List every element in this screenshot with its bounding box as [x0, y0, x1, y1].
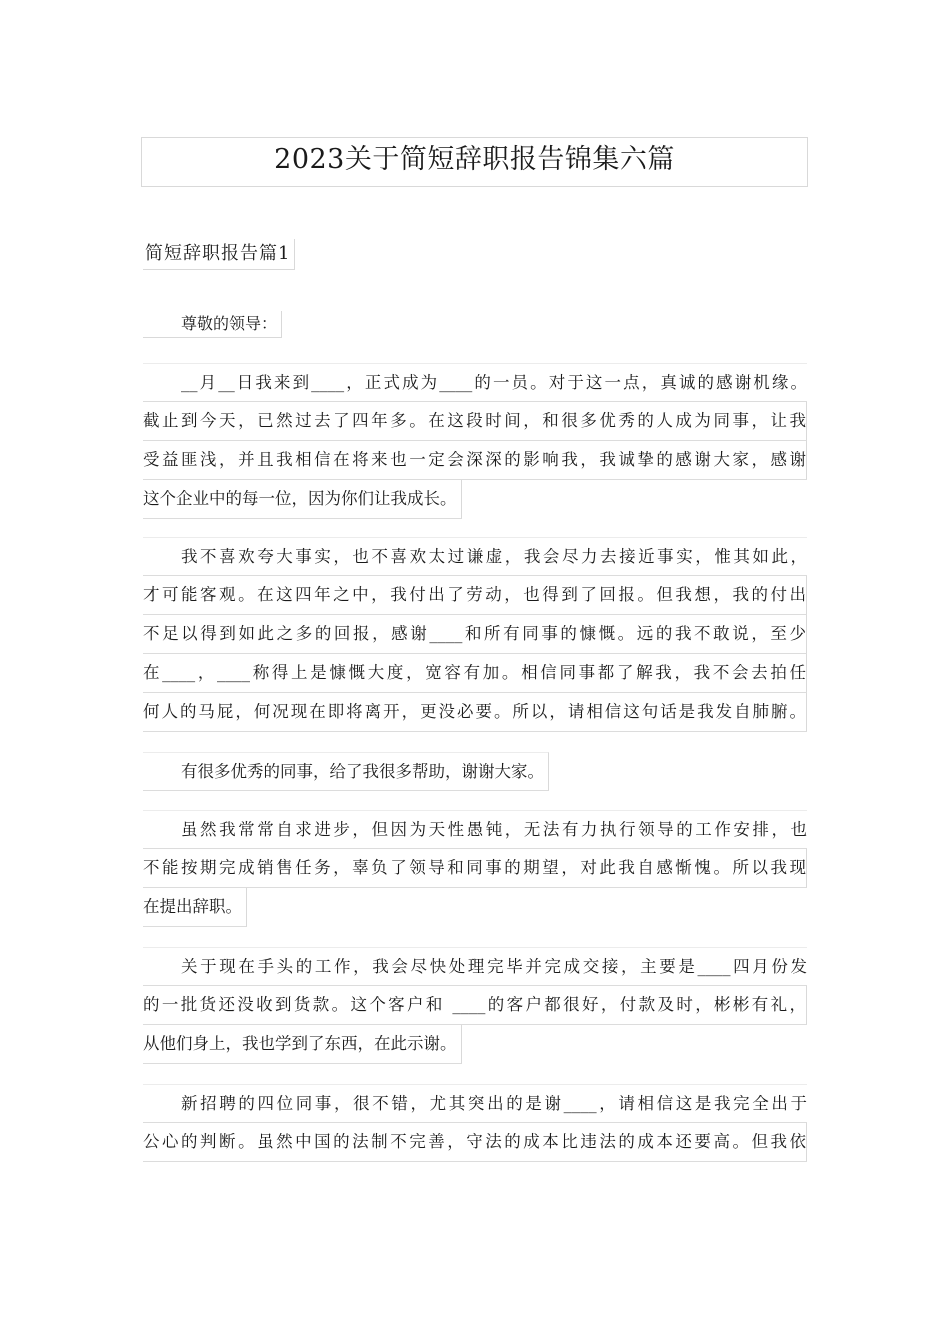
paragraph-line: 何人的马屁，何况现在即将离开，更没必要。所以，请相信这句话是我发自肺腑。 [143, 693, 807, 732]
paragraph-line: __月__日我来到____，正式成为____的一员。对于这一点，真诚的感谢机缘。 [143, 363, 807, 402]
paragraph-line: 不足以得到如此之多的回报，感谢____和所有同事的慷慨。远的我不敢说，至少 [143, 615, 807, 654]
paragraph-line: 虽然我常常自求进步，但因为天性愚钝，无法有力执行领导的工作安排，也 [143, 810, 807, 849]
paragraph-2 [143, 537, 807, 732]
paragraph-line: 关于现在手头的工作，我会尽快处理完毕并完成交接，主要是____四月份发 [143, 947, 807, 986]
paragraph-line: 才可能客观。在这四年之中，我付出了劳动，也得到了回报。但我想，我的付出 [143, 576, 807, 615]
paragraph-line: 在____，____称得上是慷慨大度，宽容有加。相信同事都了解我，我不会去拍任 [143, 654, 807, 693]
paragraph-6 [143, 1084, 807, 1162]
paragraph-1 [143, 363, 807, 523]
paragraph-line: 不能按期完成销售任务，辜负了领导和同事的期望，对此我自感惭愧。所以我现 [143, 849, 807, 888]
salutation: 尊敬的领导： [143, 311, 282, 338]
section-heading: 简短辞职报告篇1 [143, 239, 295, 270]
paragraph-line: 受益匪浅，并且我相信在将来也一定会深深的影响我，我诚挚的感谢大家，感谢 [143, 441, 807, 480]
paragraph-line: 的一批货还没收到货款。这个客户和 ____的客户都很好，付款及时，彬彬有礼， [143, 986, 807, 1025]
paragraph-line: 新招聘的四位同事，很不错，尤其突出的是谢____，请相信这是我完全出于 [143, 1084, 807, 1123]
document-title: 2023关于简短辞职报告锦集六篇 [141, 137, 808, 187]
paragraph-line: 我不喜欢夸大事实，也不喜欢太过谦虚，我会尽力去接近事实，惟其如此， [143, 537, 807, 576]
paragraph-line: 公心的判断。虽然中国的法制不完善，守法的成本比违法的成本还要高。但我依 [143, 1123, 807, 1162]
paragraph-line: 从他们身上，我也学到了东西，在此示谢。 [143, 1025, 462, 1064]
paragraph-3 [143, 752, 807, 795]
paragraph-4 [143, 810, 807, 931]
paragraph-5 [143, 947, 807, 1068]
paragraph-line: 截止到今天，已然过去了四年多。在这段时间，和很多优秀的人成为同事，让我 [143, 402, 807, 441]
paragraph-line: 这个企业中的每一位，因为你们让我成长。 [143, 480, 462, 519]
paragraph-line: 有很多优秀的同事，给了我很多帮助，谢谢大家。 [143, 752, 549, 791]
paragraph-line: 在提出辞职。 [143, 888, 247, 927]
